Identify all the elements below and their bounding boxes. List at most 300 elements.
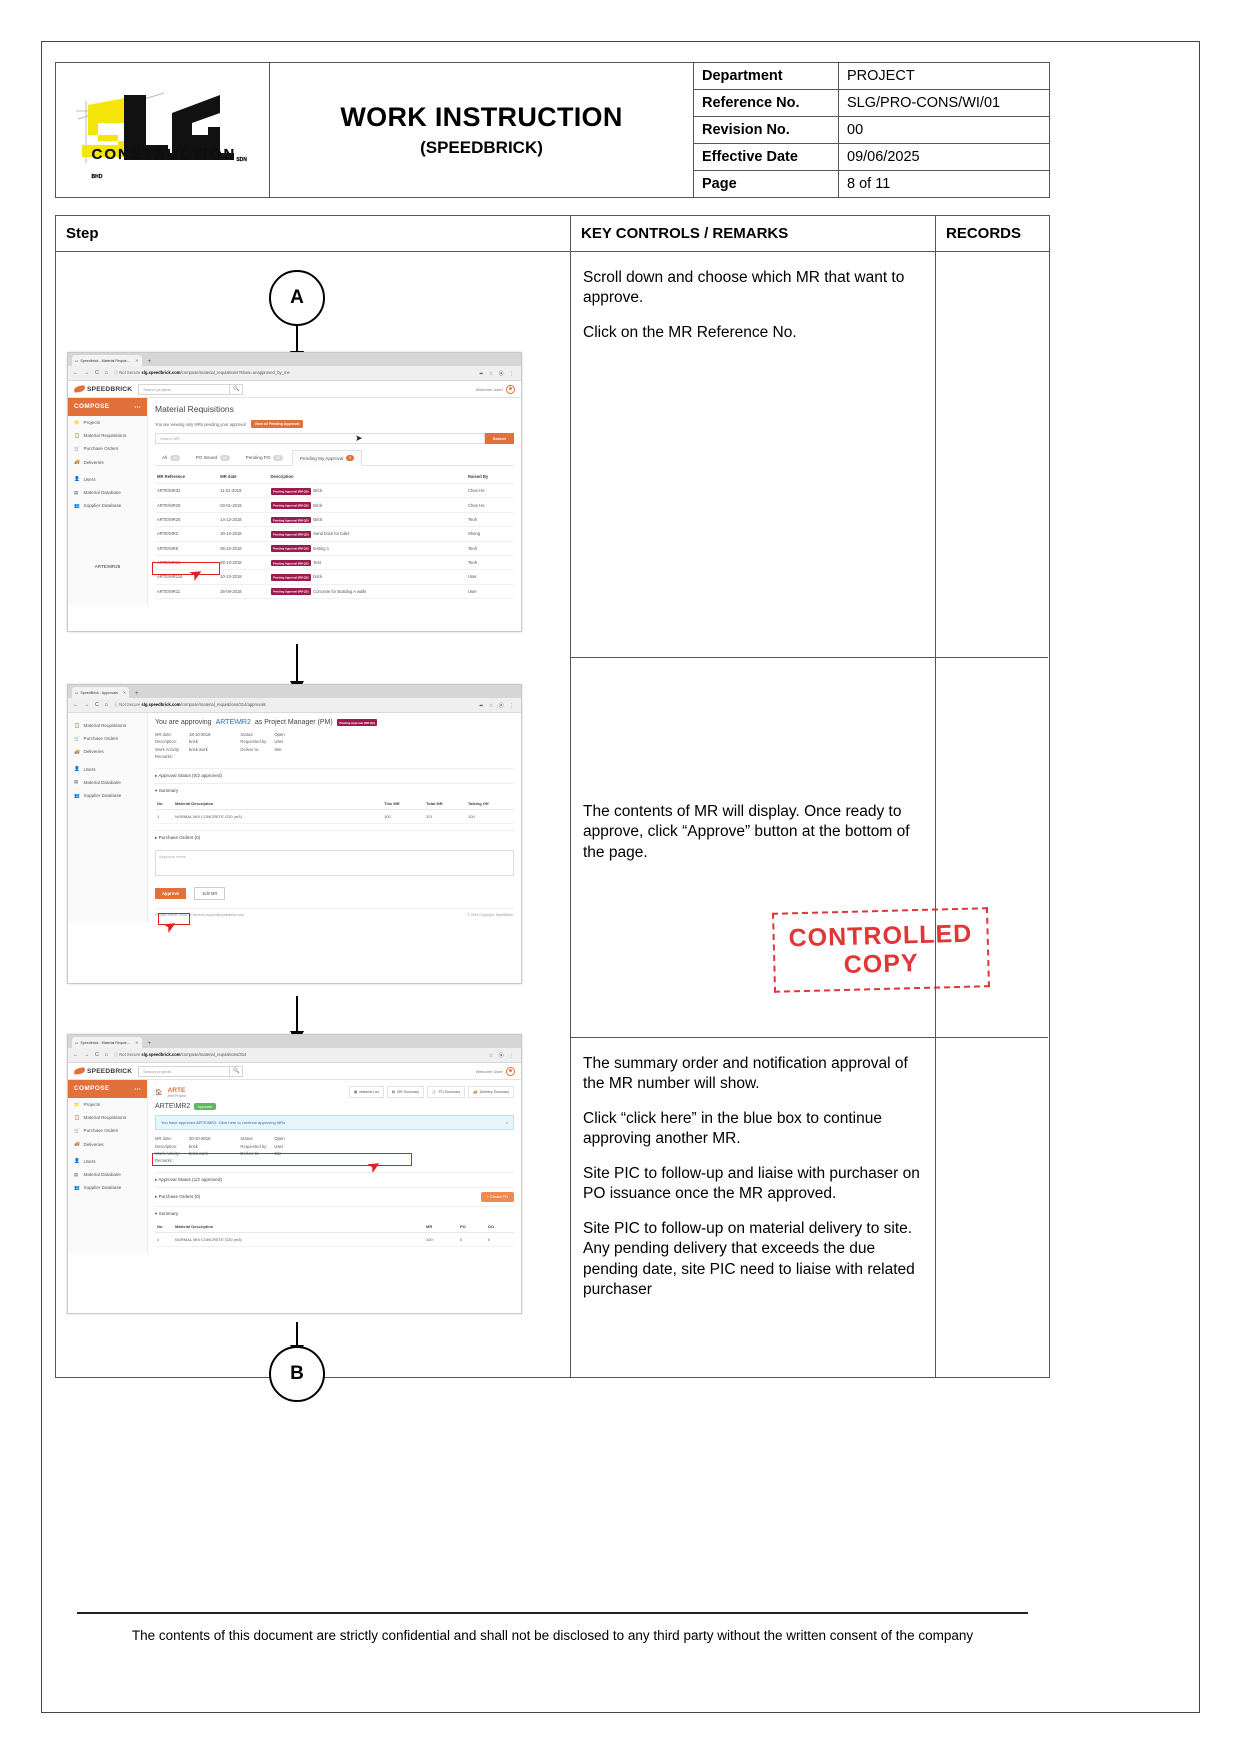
sidebar-item-material-requisitions[interactable]: 📋 Material Requisitions <box>74 722 127 729</box>
page-icon: ▭ <box>75 1040 79 1045</box>
browser-tab-title: Speedbrick - Material Requis… <box>80 358 131 363</box>
mr-description: Pending Approval (PM QS) Brick <box>269 484 466 498</box>
col-po: PO <box>458 1221 486 1233</box>
field-mr-date: MR date: 30-10-2018 <box>155 1136 211 1142</box>
welcome-label: Welcome User! <box>475 1068 503 1074</box>
search-mr-row <box>155 433 514 444</box>
url-path: /compose/material_requisitions/314 <box>180 1052 247 1057</box>
cart-icon: 🛒 <box>432 1090 437 1094</box>
red-arrow-icon: ➤ <box>364 1155 385 1178</box>
mr-raised-by: Sheng <box>466 527 514 541</box>
document-title-block <box>270 63 694 197</box>
mr-date: 30-10-2018 <box>218 527 268 541</box>
sidebar-item-purchase-orders[interactable]: 🛒 Purchase Orders <box>74 445 119 452</box>
cart-icon: 🛒 <box>74 445 80 451</box>
mr-date: 03-01-2019 <box>218 498 268 512</box>
document-subtitle: (SPEEDBRICK) <box>420 138 543 157</box>
mr-raised-by: Chee Ho <box>466 484 514 498</box>
close-icon[interactable]: ✕ <box>135 358 139 363</box>
mr-reference-link[interactable]: ARTE\MR11 <box>155 584 218 598</box>
url-domain: slg.speedbrick.com <box>141 370 181 375</box>
red-arrow-icon: ➤ <box>186 563 207 586</box>
mr-filter-tabs <box>155 450 514 466</box>
create-po-button[interactable]: + Create PO <box>481 1192 514 1202</box>
connector-b: B <box>269 1346 325 1402</box>
table-row <box>155 1232 514 1246</box>
summary-do: 0 <box>486 1232 514 1246</box>
browser-action-icons[interactable]: ⬌ ☆ ⦿ ⋮ <box>479 370 516 377</box>
arrow-a-to-screenshot1 <box>296 326 298 352</box>
remark-text: Click “click here” in the blue box to continue approving another MR. <box>583 1109 882 1148</box>
suppliers-icon: 👥 <box>74 792 80 798</box>
project-name: ARTE <box>167 1086 186 1094</box>
controlled-copy-stamp <box>772 907 990 993</box>
col-material-description: Material Description <box>173 798 382 810</box>
confidentiality-notice: The contents of this document are strictly confidential and shall not be disclosed to any third party without the written consent of the company <box>131 1628 974 1643</box>
field-description: Description: brick <box>155 1143 198 1149</box>
meta-key: Revision No. <box>694 117 839 143</box>
table-row[interactable] <box>155 484 514 498</box>
suppliers-icon: 👥 <box>74 502 80 508</box>
user-icon: 👤 <box>74 766 80 772</box>
mr-raised-by: Chee Ho <box>466 498 514 512</box>
field-requested-by: Requested by: User <box>240 1143 284 1149</box>
tab-all[interactable]: All 43 <box>155 450 187 465</box>
browser-tab-title: Speedbrick - Material Requis… <box>80 1040 131 1045</box>
arrow-screenshot1-to-screenshot2 <box>296 644 298 682</box>
pending-notice <box>155 420 514 428</box>
address-bar[interactable]: ⓘ Not Secure slg.speedbrick.com/compose/material_requisitions/314 <box>113 1052 247 1057</box>
meta-value: 00 <box>847 122 864 138</box>
security-label: Not Secure <box>119 702 141 707</box>
company-logo <box>56 63 270 197</box>
more-icon[interactable]: ⋯ <box>134 404 141 411</box>
sidebar-item-projects[interactable]: 📁 Projects <box>74 419 101 426</box>
meta-value: PROJECT <box>847 68 915 84</box>
welcome-user[interactable] <box>476 1067 515 1076</box>
new-tab-icon[interactable]: + <box>135 691 139 697</box>
records-block-3 <box>936 1037 1048 1377</box>
tab-pending-my-approval[interactable]: Pending My Approval 8 <box>292 450 362 466</box>
section-summary[interactable]: ▾ Summary <box>155 783 514 798</box>
status-badge: Pending Approval (PM QS) <box>337 719 378 726</box>
browser-action-icons[interactable]: ☆ ⦿ ⋮ <box>488 1052 516 1059</box>
remark-text: Site PIC to follow-up and liaise with purchaser on PO issuance once the MR approved. <box>583 1164 920 1203</box>
field-work-activity: Work Activity: brick work <box>155 1150 208 1156</box>
summary-description: NORMAL MIX CONCRETE G20 (m3) <box>173 1232 424 1246</box>
tab-po-summary[interactable]: 🛒 PO Summary <box>427 1086 465 1098</box>
approval-heading <box>155 719 514 726</box>
browser-tabbar <box>68 1035 521 1048</box>
home-icon[interactable]: 🏠 <box>155 1089 163 1096</box>
col-description: Description <box>269 470 466 484</box>
meta-key: Reference No. <box>694 90 839 116</box>
mr-date: 26-09-2018 <box>218 584 268 598</box>
meta-row-department <box>694 63 1049 90</box>
page-icon: ▭ <box>75 690 79 695</box>
url-domain: slg.speedbrick.com <box>141 1052 181 1057</box>
sidebar-item-purchase-orders[interactable]: 🛒 Purchase Orders <box>74 1127 119 1134</box>
summary-table <box>155 1221 514 1247</box>
suppliers-icon: 👥 <box>74 1184 80 1190</box>
col-total-mr: Total MR <box>424 798 466 810</box>
section-purchase-orders[interactable]: ▸ Purchase Orders (0) <box>155 830 514 845</box>
summary-mr: 100 <box>424 1232 458 1246</box>
col-taking-off: Talking Off <box>466 798 514 810</box>
sidebar-item-deliveries[interactable]: 🚚 Deliveries <box>74 748 104 755</box>
browser-urlbar <box>68 698 521 713</box>
security-label: Not Secure <box>119 370 141 375</box>
browser-action-icons[interactable]: ⬌ ☆ ⦿ ⋮ <box>479 702 516 709</box>
status-badge: Approved <box>194 1103 215 1110</box>
page-icon: ▭ <box>75 358 79 363</box>
nav-icons[interactable]: ← → C ⌂ <box>73 1052 110 1058</box>
field-requested-by: Requested by: User <box>240 739 284 745</box>
mr-reference-link[interactable]: ARTE\MR29 <box>155 498 218 512</box>
mr-date: 10-10-2018 <box>218 570 268 584</box>
meta-value: 8 of 11 <box>847 176 891 192</box>
security-label: Not Secure <box>119 1052 141 1057</box>
summary-header-row <box>155 1221 514 1233</box>
tab-po-issued[interactable]: PO Issued 18 <box>189 450 237 465</box>
sidebar-current-mr: ARTE\MR26 <box>94 563 121 569</box>
mr-date: 26-10-2018 <box>218 555 268 569</box>
sidebar-item-projects[interactable]: 📁 Projects <box>74 1101 101 1108</box>
sidebar <box>68 398 148 605</box>
summary-table <box>155 798 514 824</box>
red-arrow-icon: ➤ <box>160 915 181 938</box>
column-header-step: Step <box>56 216 571 251</box>
main-content <box>148 713 521 923</box>
footer-links[interactable]: Privacy Notice| Terms of Service| support@speedbrick.com <box>155 912 244 917</box>
search-mr-button[interactable]: Search <box>485 433 514 444</box>
nav-icons[interactable]: ← → C ⌂ <box>73 702 110 708</box>
project-header <box>155 1086 514 1098</box>
cart-icon: 🛒 <box>74 1127 80 1133</box>
browser-tab[interactable] <box>72 355 142 366</box>
clipboard-icon: 📋 <box>74 432 80 438</box>
meta-value: 09/06/2025 <box>847 149 920 165</box>
field-deliver-to: Deliver to: Site <box>240 746 282 752</box>
arrow-screenshot3-to-b <box>296 1322 298 1346</box>
browser-tab[interactable] <box>72 1037 142 1048</box>
field-status: Status: Open <box>240 1136 285 1142</box>
browser-tabbar <box>68 685 521 698</box>
url-path: /compose/material_requisitions?show=unapproved_by_me <box>180 370 290 375</box>
column-header-records: RECORDS <box>946 225 1022 242</box>
mr-table-header-row <box>155 470 514 484</box>
welcome-label: Welcome User! <box>475 386 503 392</box>
sidebar <box>68 713 148 923</box>
connector-a: A <box>269 270 325 326</box>
mr-date: 26-10-2018 <box>218 541 268 555</box>
truck-icon: 🚚 <box>74 459 80 465</box>
remark-text: The contents of MR will display. Once ready to approve, click “Approve” button at the bottom of the page. <box>583 803 910 861</box>
document-title: WORK INSTRUCTION <box>340 102 623 132</box>
user-icon: 👤 <box>74 476 80 482</box>
section-purchase-orders[interactable]: ▸ Purchase Orders (0) + Create PO <box>155 1187 514 1206</box>
truck-icon: 🚚 <box>473 1090 478 1094</box>
browser-urlbar <box>68 366 521 381</box>
col-no: No. <box>155 798 173 810</box>
sidebar-item-users[interactable]: 👤 Users <box>74 476 96 482</box>
sidebar-header-compose: COMPOSE ⋯ <box>68 1080 147 1098</box>
browser-urlbar <box>68 1048 521 1063</box>
footer-copyright: © 2018 Copyright, SpeedBrick. <box>467 912 514 917</box>
records-block-1 <box>936 252 1048 657</box>
field-work-activity: Work Activity: brick work <box>155 746 208 752</box>
brand-swoosh-icon <box>74 1067 86 1074</box>
col-mr-reference: MR Reference <box>155 470 218 484</box>
app-body <box>68 713 521 923</box>
sidebar-item-users[interactable]: 👤 Users <box>74 1158 96 1164</box>
mr-table <box>155 470 514 599</box>
mr-raised-by: Teoh <box>466 512 514 526</box>
sidebar-item-users[interactable]: 👤 Users <box>74 766 96 772</box>
mr-reference-link[interactable]: ARTE\MR26 <box>155 512 218 526</box>
screenshot-mr-approved <box>67 1034 522 1314</box>
sidebar-item-purchase-orders[interactable]: 🛒 Purchase Orders <box>74 735 119 742</box>
folder-icon: 📁 <box>74 419 80 425</box>
remark-text: Click on the MR Reference No. <box>583 323 797 341</box>
step-column <box>56 252 571 1384</box>
table-row[interactable] <box>155 541 514 555</box>
edit-mr-button[interactable]: Edit MR <box>194 887 225 900</box>
app-body <box>68 1080 521 1253</box>
summary-header-row <box>155 798 514 810</box>
avatar[interactable]: ☻ <box>507 386 514 392</box>
mr-title-row <box>155 1103 514 1110</box>
col-this-mr: This MR <box>382 798 424 810</box>
browser-tabbar <box>68 353 521 366</box>
main-content <box>148 1080 521 1253</box>
app-brand <box>74 1068 132 1075</box>
mr-description: Pending Approval (PM QS) brick <box>269 570 466 584</box>
screenshot-mr-approval <box>67 684 522 984</box>
meta-row-effective-date <box>694 144 1049 171</box>
meta-key: Page <box>694 171 839 197</box>
clipboard-icon: 📋 <box>74 722 80 728</box>
meta-row-page <box>694 171 1049 197</box>
mr-reference-link[interactable]: ARTE\MR18 <box>155 555 218 569</box>
tab-pending-po[interactable]: Pending PO 15 <box>239 450 290 465</box>
approval-actions <box>155 882 514 900</box>
close-icon[interactable]: ✕ <box>135 1040 139 1045</box>
document-meta-table <box>694 63 1049 197</box>
project-subtitle: Arte Project <box>167 1093 187 1098</box>
field-deliver-to: Deliver to: Site <box>240 1150 282 1156</box>
meta-key: Department <box>694 63 839 89</box>
mr-date: 11-01-2019 <box>218 484 268 498</box>
search-icon[interactable]: 🔍 <box>230 384 243 395</box>
app-body <box>68 398 521 605</box>
sidebar-item-material-database[interactable]: ▤ Material Database <box>74 489 121 496</box>
brand-label: SPEEDBRICK <box>87 385 133 393</box>
col-raised-by: Raised By <box>466 470 514 484</box>
mr-details-left <box>155 732 210 762</box>
close-icon[interactable]: × <box>505 1120 508 1126</box>
remarks-block-1 <box>571 252 935 657</box>
summary-this-mr: 100 <box>382 809 424 823</box>
mr-reference-link[interactable]: ARTE\MR6 <box>155 541 218 555</box>
highlight-box-mr-reference <box>152 562 220 575</box>
pending-notice-text: You are viewing only MRs pending your approval <box>155 421 246 427</box>
user-icon: 👤 <box>74 1158 80 1164</box>
list-icon: ▤ <box>391 1090 396 1094</box>
mr-description: Pending Approval (PM QS) Concrete for Building A walls <box>269 584 466 598</box>
sidebar-header-compose: COMPOSE ⋯ <box>68 398 147 416</box>
footer-divider <box>77 1612 1028 1614</box>
mr-raised-by: Teoh <box>466 555 514 569</box>
tab-material-list[interactable]: ▦ Material List <box>349 1086 384 1098</box>
folder-icon: 📁 <box>74 1101 80 1107</box>
remark-text: The summary order and notification approval of the MR number will show. <box>583 1055 908 1093</box>
col-mr-date: MR date <box>218 470 268 484</box>
brand-swoosh-icon <box>74 385 86 392</box>
tab-mr-summary[interactable]: ▤ MR Summary <box>387 1086 424 1098</box>
url-domain: slg.speedbrick.com <box>141 702 181 707</box>
approval-mr-reference: ARTE\MR2 <box>215 719 251 726</box>
meta-key: Effective Date <box>694 144 839 170</box>
view-all-pending-approval-button[interactable]: View all Pending Approval <box>251 420 304 428</box>
section-approval-status[interactable]: ▸ Approval Status (0/2 approved) <box>155 768 514 783</box>
col-no: No. <box>155 1221 173 1233</box>
mr-reference-link-highlighted[interactable]: ARTE\MR2 <box>155 527 218 541</box>
mr-description: Pending Approval (PM QS) testing 1 <box>269 541 466 555</box>
sidebar-item-deliveries[interactable]: 🚚 Deliveries <box>74 1141 104 1147</box>
key-controls-column <box>571 252 936 1377</box>
more-icon[interactable]: ⋯ <box>134 1086 141 1093</box>
approval-heading-suffix: as Project Manager (PM) <box>254 719 333 726</box>
sidebar-item-supplier-database[interactable]: 👥 Supplier Database <box>74 502 122 509</box>
clipboard-icon: 📋 <box>74 1114 80 1120</box>
arrow-screenshot2-to-screenshot3 <box>296 996 298 1032</box>
close-icon[interactable]: ✕ <box>122 690 127 695</box>
meta-value: SLG/PRO-CONS/WI/01 <box>847 95 1001 111</box>
col-do: DO <box>486 1221 514 1233</box>
document-header <box>55 62 1050 198</box>
approval-notes-textarea[interactable]: Approval notes <box>155 850 514 876</box>
summary-no: 1 <box>155 1232 173 1246</box>
address-bar[interactable]: ⓘ Not Secure slg.speedbrick.com/compose/material_requisitions/314/approvals <box>113 702 266 707</box>
mr-description: Pending Approval (PM QS) Brick <box>269 512 466 526</box>
new-tab-icon[interactable]: + <box>147 359 152 365</box>
sidebar-item-deliveries[interactable]: 🚚 Deliveries <box>74 459 104 465</box>
app-brand <box>74 386 132 393</box>
sidebar-item-material-database[interactable]: ▤ Material Database <box>74 779 121 785</box>
field-remarks: Remarks: <box>155 754 173 760</box>
stamp-line-1: CONTROLLED <box>788 919 973 953</box>
search-projects-input[interactable]: Search projects <box>138 1066 230 1077</box>
remarks-block-3 <box>571 1037 935 1377</box>
col-material-description: Material Description <box>173 1221 424 1233</box>
search-mr-input[interactable]: Search MR <box>155 433 485 444</box>
table-header-row <box>56 216 1049 252</box>
search-icon[interactable]: 🔍 <box>230 1066 243 1077</box>
records-column <box>936 252 1048 1377</box>
search-projects-input[interactable]: Search projects <box>138 384 230 395</box>
mr-details <box>155 732 514 762</box>
table-row[interactable] <box>155 527 514 541</box>
mouse-cursor-icon: ➤ <box>355 433 363 443</box>
col-mr: MR <box>424 1221 458 1233</box>
meta-row-reference-no <box>694 90 1049 117</box>
mr-description: Pending Approval (PM QS) Test <box>269 555 466 569</box>
app-topbar <box>68 381 521 398</box>
new-tab-icon[interactable]: + <box>147 1041 152 1047</box>
meta-row-revision-no <box>694 117 1049 144</box>
brand-label: SPEEDBRICK <box>87 1067 133 1075</box>
database-icon: ▤ <box>74 779 79 785</box>
approve-button[interactable]: Approve <box>155 888 186 899</box>
project-tabs <box>349 1086 514 1098</box>
summary-total-mr: 321 <box>424 809 466 823</box>
browser-tab[interactable] <box>72 687 129 698</box>
section-summary[interactable]: ▾ Summary <box>155 1206 514 1221</box>
mr-date: 14-12-2018 <box>218 512 268 526</box>
url-path: /compose/material_requisitions/314/approvals <box>180 702 266 707</box>
document-body <box>55 62 1050 1384</box>
app-footer <box>155 908 514 917</box>
mr-description: Pending Approval (PM QS) Sand brick for toilet <box>269 527 466 541</box>
summary-po: 0 <box>458 1232 486 1246</box>
table-row <box>155 809 514 823</box>
summary-no: 1 <box>155 809 173 823</box>
sidebar <box>68 1080 148 1253</box>
summary-description: NORMAL MIX CONCRETE G20 (m3) <box>173 809 382 823</box>
sidebar-item-material-requisitions[interactable]: 📋 Material Requisitions <box>74 1114 127 1121</box>
table-row[interactable] <box>155 512 514 526</box>
column-header-key-controls: KEY CONTROLS / REMARKS <box>571 216 936 251</box>
stamp-line-2: COPY <box>843 949 919 979</box>
summary-taking-off: 100 <box>466 809 514 823</box>
table-row[interactable] <box>155 498 514 512</box>
sidebar-item-supplier-database[interactable]: 👥 Supplier Database <box>74 792 122 799</box>
mr-reference-link[interactable]: ARTE\MR32 <box>155 484 218 498</box>
field-remarks: Remarks: <box>155 1158 173 1164</box>
mr-reference-link[interactable]: ARTE\MR116 <box>155 570 218 584</box>
sidebar-item-material-requisitions[interactable]: 📋 Material Requisitions <box>74 432 127 439</box>
remark-text: Scroll down and choose which MR that want to approve. <box>583 269 905 307</box>
mr-details-right <box>240 732 284 762</box>
table-row[interactable] <box>155 584 514 598</box>
tab-delivery-summary[interactable]: 🚚 Delivery Summary <box>468 1086 514 1098</box>
browser-tab-title: SpeedBrick - Approvals <box>80 690 118 695</box>
alert-text[interactable]: You have approved ARTE\MR2. Click here to continue approving MRs <box>161 1120 286 1126</box>
screenshot-material-requisitions-list <box>67 352 522 632</box>
app-topbar <box>68 1063 521 1080</box>
work-instruction-table <box>55 215 1050 1384</box>
grid-icon: ▦ <box>353 1090 358 1094</box>
approval-success-alert[interactable] <box>155 1115 514 1130</box>
nav-icons[interactable]: ← → C ⌂ <box>73 370 110 376</box>
address-bar[interactable]: ⓘ Not Secure slg.speedbrick.com/compose/material_requisitions?show=unapproved_by_me <box>113 370 290 375</box>
sidebar-item-supplier-database[interactable]: 👥 Supplier Database <box>74 1184 122 1191</box>
document-footer <box>55 1612 1050 1643</box>
logo-subtext: CONSTRUCTIONSDN BHD <box>91 145 247 180</box>
sidebar-item-material-database[interactable]: ▤ Material Database <box>74 1171 121 1178</box>
section-approval-status[interactable]: ▸ Approval Status (1/2 approved) <box>155 1172 514 1187</box>
truck-icon: 🚚 <box>74 1141 80 1147</box>
truck-icon: 🚚 <box>74 748 80 754</box>
database-icon: ▤ <box>74 1171 79 1177</box>
remark-text: Site PIC to follow-up on material delivery to site. Any pending delivery that exceeds the due pending date, site PIC need to liaise with related purchaser <box>583 1219 915 1299</box>
cart-icon: 🛒 <box>74 735 80 741</box>
mr-raised-by: User <box>466 584 514 598</box>
avatar[interactable]: ☻ <box>507 1068 514 1074</box>
mr-number: ARTE\MR2 <box>155 1103 191 1111</box>
welcome-user[interactable] <box>476 385 515 394</box>
